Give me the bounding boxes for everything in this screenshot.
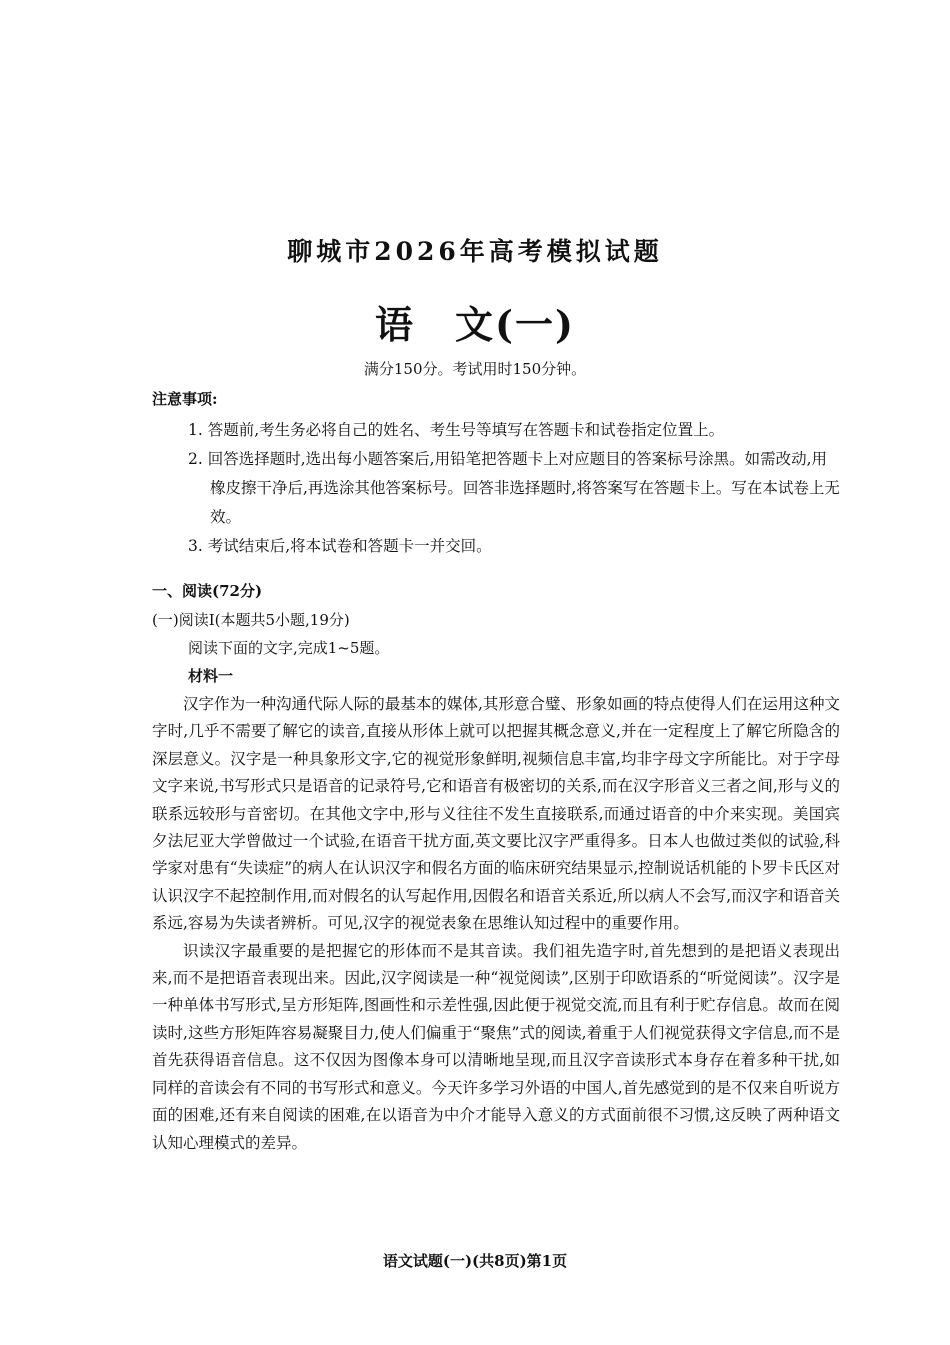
note-item-1: 1. 答题前,考生务必将自己的姓名、考生号等填写在答题卡和试卷指定位置上。 xyxy=(188,421,725,439)
material-paragraph-1: 汉字作为一种沟通代际人际的最基本的媒体,其形意合璧、形象如画的特点使得人们在运用这种文字时,几乎不需要了解它的读音,直接从形体上就可以把握其概念意义,并在一定程度上了解它所隐含的深层意义。汉字是一种具象形文字,它的视觉形象鲜明,视频信息丰富,均非字母文字所能比。对于字母文字来说,书写形式只是语音的记录符号,它和语音有极密切的关系,而在汉字形音义三者之间,形与义的联系远较形与音密切。在其他文字中,形与义往往不发生直接联系,而通过语音的中介来实现。美国宾夕法尼亚大学曾做过一个试验,在语音干扰方面,英文要比汉字严重得多。日本人也做过类似的试验,科学家对患有“失读症”的病人在认识汉字和假名方面的临床研究结果显示,控制说话机能的卜罗卡氏区对认识汉字不起控制作用,而对假名的认写起作用,因假名和语音关系近,所以病人不会写,而汉字和语音关系远,容易为失读者辨析。可见,汉字的视觉表象在思维认知过程中的重要作用。 xyxy=(152,695,840,933)
section-heading: 一、阅读(72分) xyxy=(152,582,263,600)
material-paragraph-2: 识读汉字最重要的是把握它的形体而不是其音读。我们祖先造字时,首先想到的是把语义表现出来,而不是把语音表现出来。因此,汉字阅读是一种“视觉阅读”,区别于印欧语系的“听觉阅读”。汉字是一种单体书写形式,呈方形矩阵,图画性和示差性强,因此便于视觉交流,而且有利于贮存信息。故而在阅读时,这些方形矩阵容易凝聚目力,使人们偏重于“聚焦”式的阅读,着重于人们视觉获得文字信息,而不是首先获得语音信息。这不仅因为图像本身可以清晰地呈现,而且汉字音读形式本身存在着多种干扰,如同样的音读会有不同的书写形式和意义。今天许多学习外语的中国人,首先感觉到的是不仅来自听说方面的困难,还有来自阅读的困难,在以语音为中介才能导入意义的方式面前很不习惯,这反映了两种语文认知心理模式的差异。 xyxy=(152,941,840,1152)
material-body xyxy=(152,691,840,1157)
reading-instruction: 阅读下面的文字,完成1~5题。 xyxy=(188,639,390,657)
subject-title-first-char: 语 xyxy=(375,302,416,347)
subject-title xyxy=(0,294,950,349)
notes-heading: 注意事项: xyxy=(152,390,218,408)
exam-title: 聊城市2026年高考模拟试题 xyxy=(287,237,663,266)
page-footer: 语文试题(一)(共8页)第1页 xyxy=(382,1252,568,1270)
score-and-time-line: 满分150分。考试用时150分钟。 xyxy=(363,360,587,378)
material-label: 材料一 xyxy=(188,667,234,685)
subject-title-rest: 文(一) xyxy=(455,302,575,347)
sub-section-heading: (一)阅读Ⅰ(本题共5小题,19分) xyxy=(152,611,350,629)
note-item-3: 3. 考试结束后,将本试卷和答题卡一并交回。 xyxy=(188,537,492,555)
notes-list xyxy=(188,416,840,561)
note-item-2: 2. 回答选择题时,选出每小题答案后,用铅笔把答题卡上对应题目的答案标号涂黑。如需改动,用橡皮擦干净后,再选涂其他答案标号。回答非选择题时,将答案写在答题卡上。写在本试卷上无效。 xyxy=(188,450,840,526)
